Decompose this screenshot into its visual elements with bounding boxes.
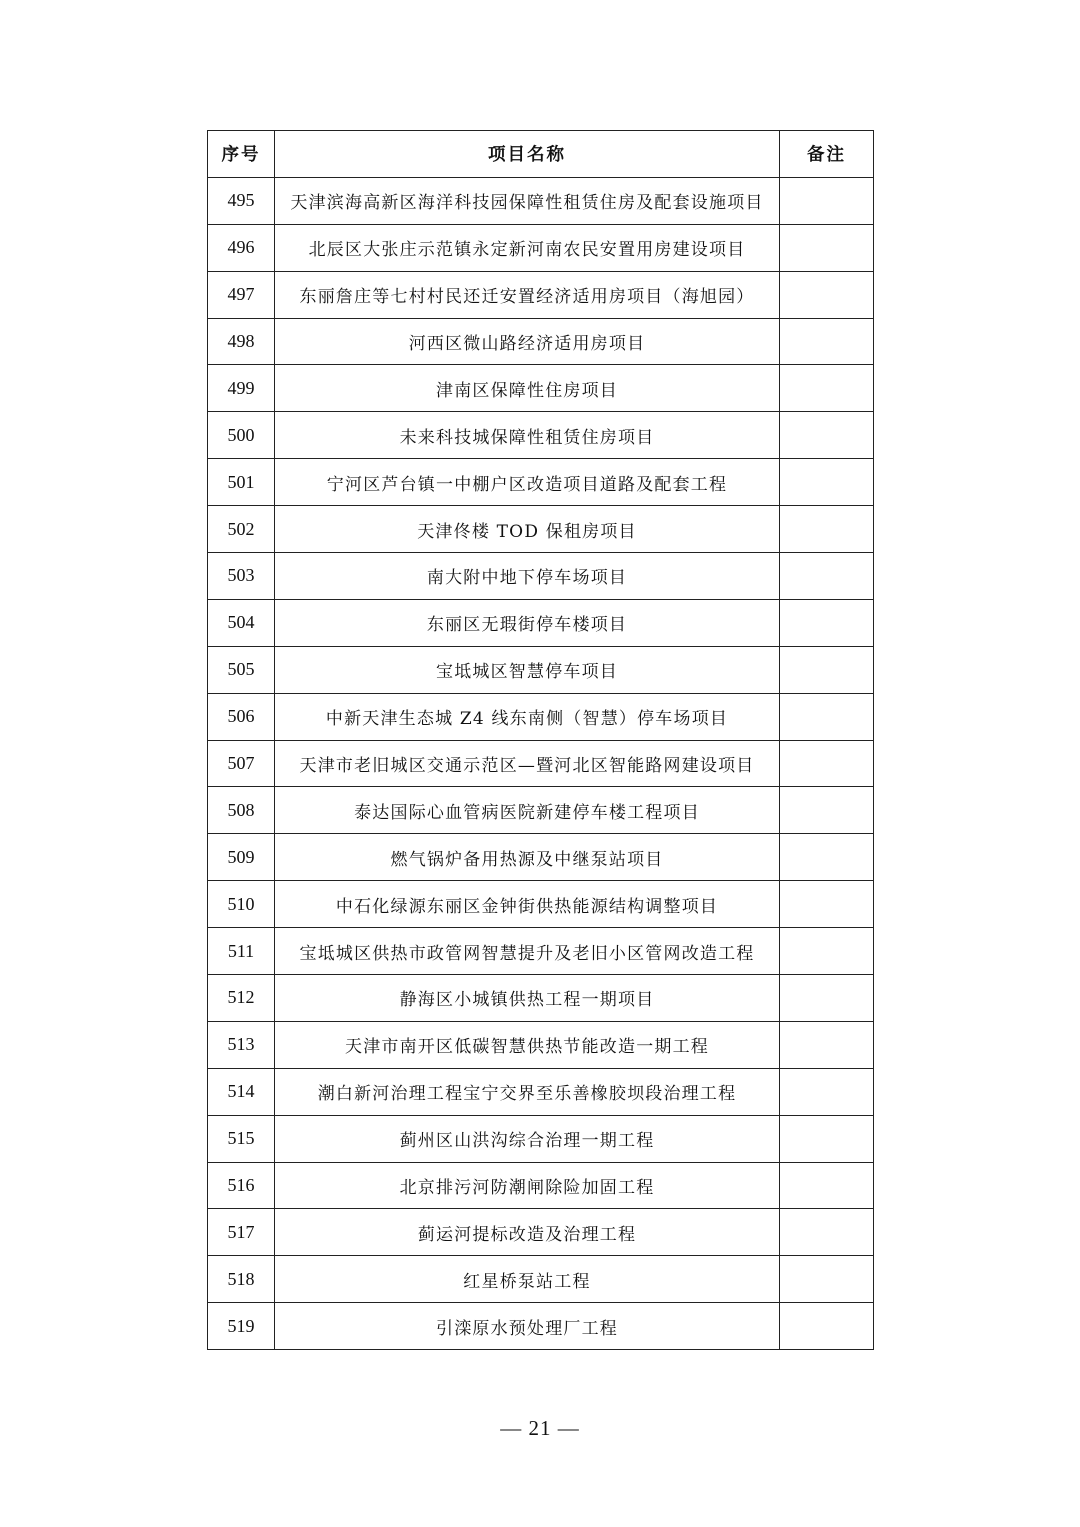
row-project-name: 东丽詹庄等七村村民还迁安置经济适用房项目（海旭园）	[275, 271, 780, 318]
table-row	[208, 1209, 874, 1256]
table-header-row	[208, 131, 874, 178]
row-number: 495	[208, 177, 275, 224]
row-project-name: 引滦原水预处理厂工程	[275, 1303, 780, 1350]
table-row	[208, 506, 874, 553]
table-row	[208, 787, 874, 834]
row-note	[780, 1115, 874, 1162]
header-project-name: 项目名称	[275, 131, 780, 178]
table-body	[208, 177, 874, 1349]
row-project-name: 南大附中地下停车场项目	[275, 553, 780, 600]
row-note	[780, 646, 874, 693]
row-note	[780, 506, 874, 553]
row-note	[780, 740, 874, 787]
row-number: 512	[208, 975, 275, 1022]
row-note	[780, 834, 874, 881]
row-number: 506	[208, 693, 275, 740]
row-note	[780, 459, 874, 506]
table-row	[208, 224, 874, 271]
row-project-name: 东丽区无瑕街停车楼项目	[275, 599, 780, 646]
table-row	[208, 1303, 874, 1350]
row-note	[780, 1021, 874, 1068]
row-note	[780, 787, 874, 834]
row-note	[780, 224, 874, 271]
table-row	[208, 646, 874, 693]
row-project-name: 蓟运河提标改造及治理工程	[275, 1209, 780, 1256]
project-table	[207, 130, 874, 1350]
row-project-name: 北京排污河防潮闸除险加固工程	[275, 1162, 780, 1209]
row-number: 517	[208, 1209, 275, 1256]
row-number: 501	[208, 459, 275, 506]
row-note	[780, 271, 874, 318]
row-note	[780, 318, 874, 365]
table-row	[208, 1115, 874, 1162]
row-note	[780, 177, 874, 224]
table-row	[208, 412, 874, 459]
row-note	[780, 412, 874, 459]
row-number: 510	[208, 881, 275, 928]
row-project-name: 宝坻城区供热市政管网智慧提升及老旧小区管网改造工程	[275, 928, 780, 975]
row-number: 497	[208, 271, 275, 318]
row-number: 503	[208, 553, 275, 600]
row-project-name: 天津佟楼 TOD 保租房项目	[275, 506, 780, 553]
row-project-name: 中石化绿源东丽区金钟街供热能源结构调整项目	[275, 881, 780, 928]
row-project-name: 天津滨海高新区海洋科技园保障性租赁住房及配套设施项目	[275, 177, 780, 224]
row-project-name: 蓟州区山洪沟综合治理一期工程	[275, 1115, 780, 1162]
row-number: 499	[208, 365, 275, 412]
row-project-name: 天津市南开区低碳智慧供热节能改造一期工程	[275, 1021, 780, 1068]
row-note	[780, 881, 874, 928]
row-number: 500	[208, 412, 275, 459]
row-project-name: 未来科技城保障性租赁住房项目	[275, 412, 780, 459]
row-project-name: 中新天津生态城 Z4 线东南侧（智慧）停车场项目	[275, 693, 780, 740]
row-number: 511	[208, 928, 275, 975]
row-project-name: 潮白新河治理工程宝宁交界至乐善橡胶坝段治理工程	[275, 1068, 780, 1115]
row-number: 509	[208, 834, 275, 881]
table-row	[208, 365, 874, 412]
row-number: 496	[208, 224, 275, 271]
table-row	[208, 834, 874, 881]
row-note	[780, 1162, 874, 1209]
header-number: 序号	[208, 131, 275, 178]
table-row	[208, 693, 874, 740]
row-note	[780, 928, 874, 975]
row-project-name: 天津市老旧城区交通示范区—暨河北区智能路网建设项目	[275, 740, 780, 787]
row-number: 518	[208, 1256, 275, 1303]
row-project-name: 北辰区大张庄示范镇永定新河南农民安置用房建设项目	[275, 224, 780, 271]
row-number: 519	[208, 1303, 275, 1350]
table-row	[208, 177, 874, 224]
row-project-name: 静海区小城镇供热工程一期项目	[275, 975, 780, 1022]
table-row	[208, 740, 874, 787]
row-project-name: 泰达国际心血管病医院新建停车楼工程项目	[275, 787, 780, 834]
row-project-name: 河西区微山路经济适用房项目	[275, 318, 780, 365]
row-note	[780, 1256, 874, 1303]
row-project-name: 津南区保障性住房项目	[275, 365, 780, 412]
row-project-name: 燃气锅炉备用热源及中继泵站项目	[275, 834, 780, 881]
row-number: 516	[208, 1162, 275, 1209]
row-number: 515	[208, 1115, 275, 1162]
header-note: 备注	[780, 131, 874, 178]
table-row	[208, 1256, 874, 1303]
row-project-name: 宝坻城区智慧停车项目	[275, 646, 780, 693]
row-number: 513	[208, 1021, 275, 1068]
table-row	[208, 318, 874, 365]
row-note	[780, 693, 874, 740]
table-row	[208, 271, 874, 318]
page-number: — 21 —	[500, 1416, 580, 1440]
row-number: 507	[208, 740, 275, 787]
table-row	[208, 1021, 874, 1068]
row-number: 498	[208, 318, 275, 365]
row-note	[780, 553, 874, 600]
row-number: 505	[208, 646, 275, 693]
row-note	[780, 1209, 874, 1256]
row-note	[780, 599, 874, 646]
table-row	[208, 1068, 874, 1115]
row-note	[780, 1068, 874, 1115]
row-number: 514	[208, 1068, 275, 1115]
row-number: 504	[208, 599, 275, 646]
row-note	[780, 365, 874, 412]
table-row	[208, 1162, 874, 1209]
row-note	[780, 975, 874, 1022]
row-number: 502	[208, 506, 275, 553]
table-row	[208, 975, 874, 1022]
row-note	[780, 1303, 874, 1350]
row-project-name: 宁河区芦台镇一中棚户区改造项目道路及配套工程	[275, 459, 780, 506]
table-row	[208, 459, 874, 506]
row-project-name: 红星桥泵站工程	[275, 1256, 780, 1303]
table-row	[208, 599, 874, 646]
table-row	[208, 553, 874, 600]
table-row	[208, 881, 874, 928]
table-row	[208, 928, 874, 975]
row-number: 508	[208, 787, 275, 834]
